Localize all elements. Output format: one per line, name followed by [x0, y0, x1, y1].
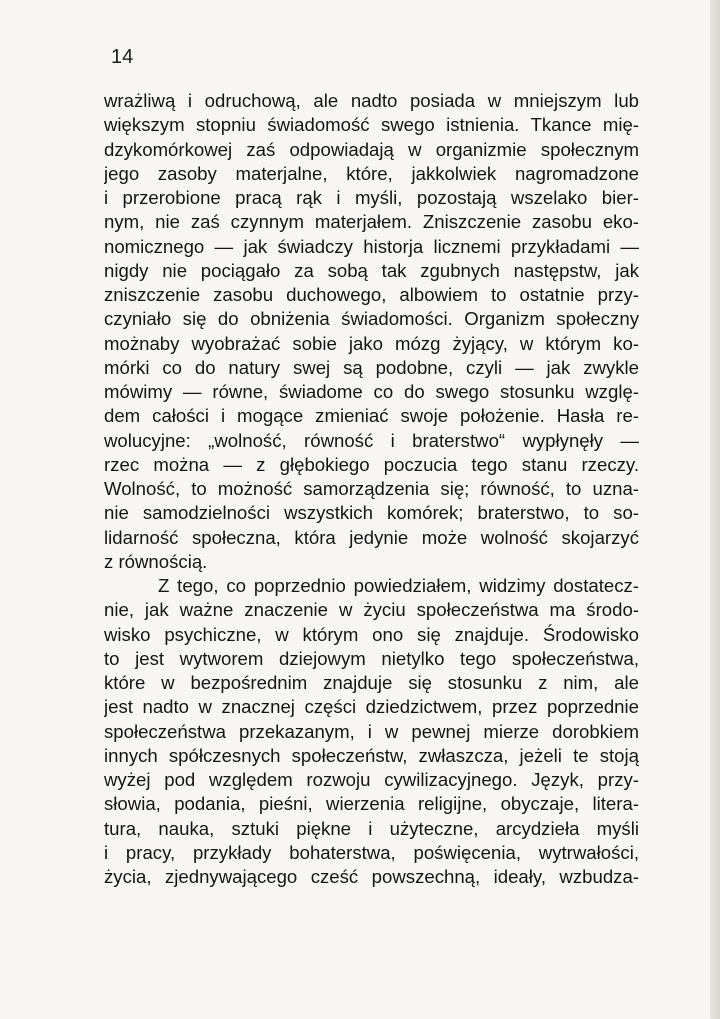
text-line: wyżej pod względem rozwoju cywilizacyjnego. Język, przy- [104, 769, 639, 790]
body-text [104, 89, 639, 889]
text-line: Z tego, co poprzednio powiedziałem, widzimy dostatecz- [158, 575, 639, 596]
text-line: słowia, podania, pieśni, wierzenia religijne, obyczaje, litera- [104, 793, 639, 815]
text-line: wisko psychiczne, w którym ono się znajduje. Środowisko [104, 623, 639, 645]
text-line: jego zasoby materjalne, które, jakkolwiek nagromadzone [104, 162, 639, 184]
text-line: z równością. [104, 550, 208, 572]
page-number: 14 [111, 46, 134, 68]
text-line: społeczeństwa przekazanym, i w pewnej mierze dorobkiem [104, 720, 639, 742]
text-line: Wolność, to możność samorządzenia się; równość, to uzna- [104, 478, 639, 499]
text-line: mówimy — równe, świadome co do swego stosunku wzglę- [104, 381, 639, 402]
text-line: tura, nauka, sztuki piękne i użyteczne, arcydzieła myśli [104, 817, 639, 839]
text-line: nigdy nie pociągało za sobą tak zgubnych następstw, jak [104, 259, 639, 281]
text-line: to jest wytworem dziejowym nietylko tego społeczeństwa, [104, 647, 639, 669]
text-line: i przerobione pracą rąk i myśli, pozostają wszelako bier- [104, 187, 639, 208]
text-line: dzykomórkowej zaś odpowiadają w organizmie społecznym [104, 138, 639, 160]
text-line: mórki co do natury swej są podobne, czyli — jak zwykle [104, 356, 639, 378]
page-edge-shadow [710, 0, 720, 1019]
text-line: zniszczenie zasobu duchowego, albowiem to ostatnie przy- [104, 284, 639, 305]
text-line: wolucyjne: „wolność, równość i braterstwo“ wypłynęły — [104, 429, 639, 451]
text-line: innych spółczesnych społeczeństw, zwłaszcza, jeżeli te stoją [104, 744, 639, 766]
text-line: nym, nie zaś czynnym materjałem. Zniszczenie zasobu eko- [104, 211, 639, 233]
text-line: nie samodzielności wszystkich komórek; braterstwo, to so- [104, 502, 639, 524]
text-line: nie, jak ważne znaczenie w życiu społeczeństwa ma środo- [104, 599, 639, 621]
text-line: i pracy, przykłady bohaterstwa, poświęcenia, wytrwałości, [104, 841, 639, 863]
paragraph-1 [104, 89, 639, 574]
text-line: wrażliwą i odruchową, ale nadto posiada w mniejszym lub [104, 90, 639, 111]
text-line: życia, zjednywającego cześć powszechną, ideały, wzbudza- [104, 866, 639, 887]
text-line: czyniało się do obniżenia świadomości. Organizm społeczny [104, 308, 639, 330]
text-line: lidarność społeczna, która jedynie może wolność skojarzyć [104, 526, 639, 548]
text-line: większym stopniu świadomość swego istnienia. Tkance mię- [104, 114, 639, 136]
text-line: dem całości i mogące zmieniać swoje położenie. Hasła re- [104, 405, 639, 427]
text-line: nomicznego — jak świadczy historja licznemi przykładami — [104, 235, 639, 257]
text-line: rzec można — z głębokiego poczucia tego stanu rzeczy. [104, 453, 639, 475]
text-line: możnaby wyobrażać sobie jako mózg żyjący, w którym ko- [104, 332, 639, 354]
text-line: jest nadto w znacznej części dziedzictwem, przez poprzednie [104, 696, 639, 718]
paragraph-2 [104, 574, 639, 889]
text-line: które w bezpośrednim znajduje się stosunku z nim, ale [104, 672, 639, 693]
